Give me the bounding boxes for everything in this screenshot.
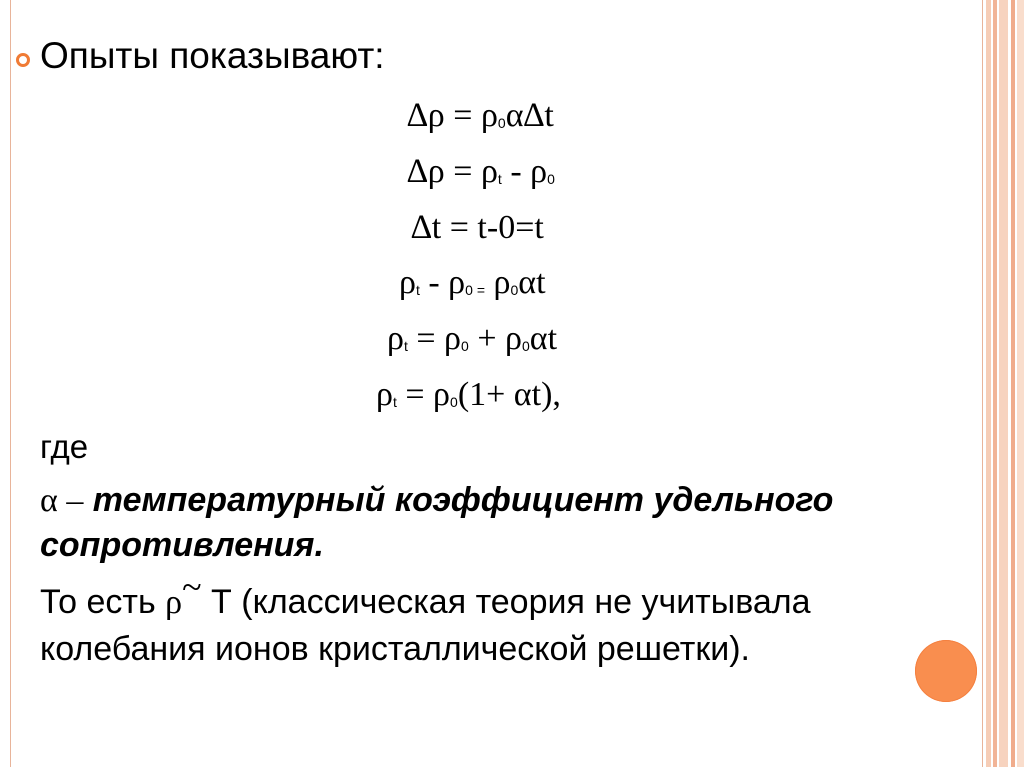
decorative-stripe — [1011, 0, 1015, 767]
decorative-stripe — [986, 0, 991, 767]
where-label: где — [40, 428, 89, 465]
formula-4: $\rho_t - \rho_{0 =}$ $\rho_0\alpha t$ — [399, 264, 546, 301]
conclusion-prefix: То есть — [40, 583, 156, 621]
decorative-stripe — [999, 0, 1008, 767]
formula-2: $\Delta\rho = \rho_t - \rho_0$ — [407, 153, 555, 190]
alpha-symbol: α – — [40, 482, 84, 519]
alpha-definition — [40, 478, 900, 567]
formula-5: $\rho_t = \rho_0 + \rho_0\alpha t$ — [387, 320, 558, 357]
proportional-symbol: ~ — [182, 567, 202, 607]
formula-3: ∆t = t-0=t — [411, 209, 544, 246]
conclusion-text — [40, 567, 960, 672]
rho-symbol: ρ — [165, 584, 183, 621]
alpha-definition-text: температурный коэффициент удельного сопротивления. — [40, 481, 834, 564]
formula-1: $\Delta\rho = \rho_0\alpha\Delta t$ — [407, 97, 554, 134]
slide-heading: Опыты показывают: — [40, 35, 385, 76]
frame-right-border — [982, 0, 983, 767]
formula-6: $\rho_t = \rho_0(1+ \alpha t)$, — [376, 376, 561, 413]
bullet-icon — [16, 53, 30, 67]
decorative-stripe — [993, 0, 997, 767]
conclusion-body: Т (классическая теория не учитывала колебания ионов кристаллической решетки). — [40, 583, 811, 668]
frame-left-border — [10, 0, 11, 767]
decorative-stripe — [1017, 0, 1024, 767]
